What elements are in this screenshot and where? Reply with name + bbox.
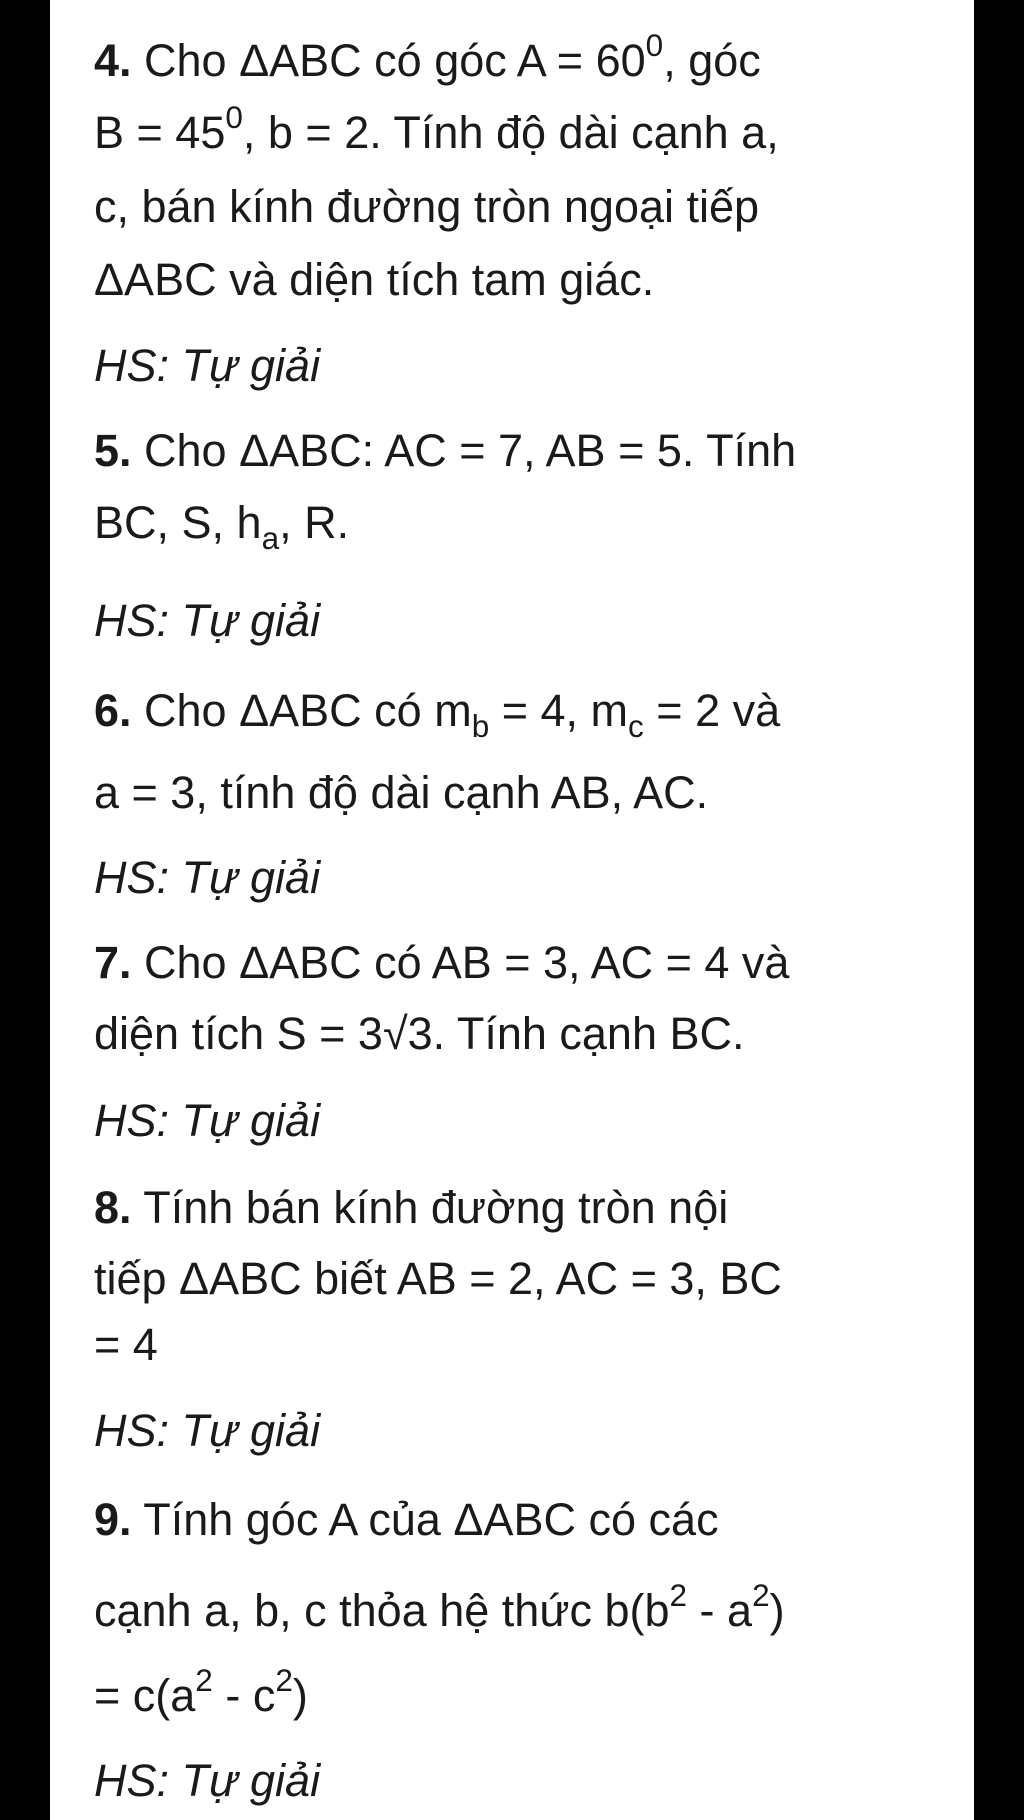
problem-5-answer: HS: Tự giải bbox=[94, 595, 321, 646]
problem-7-number: 7. bbox=[94, 937, 132, 988]
problem-6-number: 6. bbox=[94, 685, 132, 736]
problem-6-answer: HS: Tự giải bbox=[94, 852, 321, 903]
problem-9-line-1: 9. Tính góc A của ΔABC có các bbox=[94, 1494, 719, 1545]
problem-9-line-3: = $c(a^2 - c^2)$ bbox=[94, 1661, 308, 1721]
problem-4-line-4: ΔABC và diện tích tam giác. bbox=[94, 254, 655, 305]
problem-9-answer: HS: Tự giải bbox=[94, 1755, 321, 1806]
problem-5-number: 5. bbox=[94, 425, 132, 476]
problem-9-line-2: cạnh a, b, c thỏa hệ thức $b(b^2 - a^2)$ bbox=[94, 1576, 785, 1636]
problem-5-line-2: BC, S, $h_a$, R. bbox=[94, 497, 350, 557]
problem-5-line-1: 5. Cho ΔABC: AC = 7, AB = 5. Tính bbox=[94, 425, 797, 476]
problem-6-line-1: 6. Cho ΔABC có $m_b = 4$, $m_c = 2$ và bbox=[94, 685, 781, 745]
problem-7-answer: HS: Tự giải bbox=[94, 1095, 321, 1146]
problem-6-line-2: a = 3, tính độ dài cạnh AB, AC. bbox=[94, 767, 709, 818]
problem-9-number: 9. bbox=[94, 1494, 132, 1545]
problem-8-answer: HS: Tự giải bbox=[94, 1405, 321, 1456]
problem-4-number: 4. bbox=[94, 35, 132, 86]
problem-4-line-3: c, bán kính đường tròn ngoại tiếp bbox=[94, 181, 760, 232]
problem-8-line-2: tiếp ΔABC biết AB = 2, AC = 3, BC bbox=[94, 1253, 782, 1304]
problem-8-number: 8. bbox=[94, 1182, 132, 1233]
problem-4-line-1: 4. Cho ΔABC có góc $A = 60^0$, góc bbox=[94, 26, 761, 86]
problem-8-line-1: 8. Tính bán kính đường tròn nội bbox=[94, 1182, 729, 1233]
problem-7-line-1: 7. Cho ΔABC có AB = 3, AC = 4 và bbox=[94, 937, 790, 988]
document-page bbox=[50, 0, 974, 1820]
problem-4-answer: HS: Tự giải bbox=[94, 340, 321, 391]
problem-8-line-3: = 4 bbox=[94, 1319, 158, 1370]
problem-7-line-2: diện tích S = 3√3. Tính cạnh BC. bbox=[94, 1008, 745, 1059]
problem-4-line-2: $B = 45^0$, b = 2. Tính độ dài cạnh a, bbox=[94, 98, 779, 158]
